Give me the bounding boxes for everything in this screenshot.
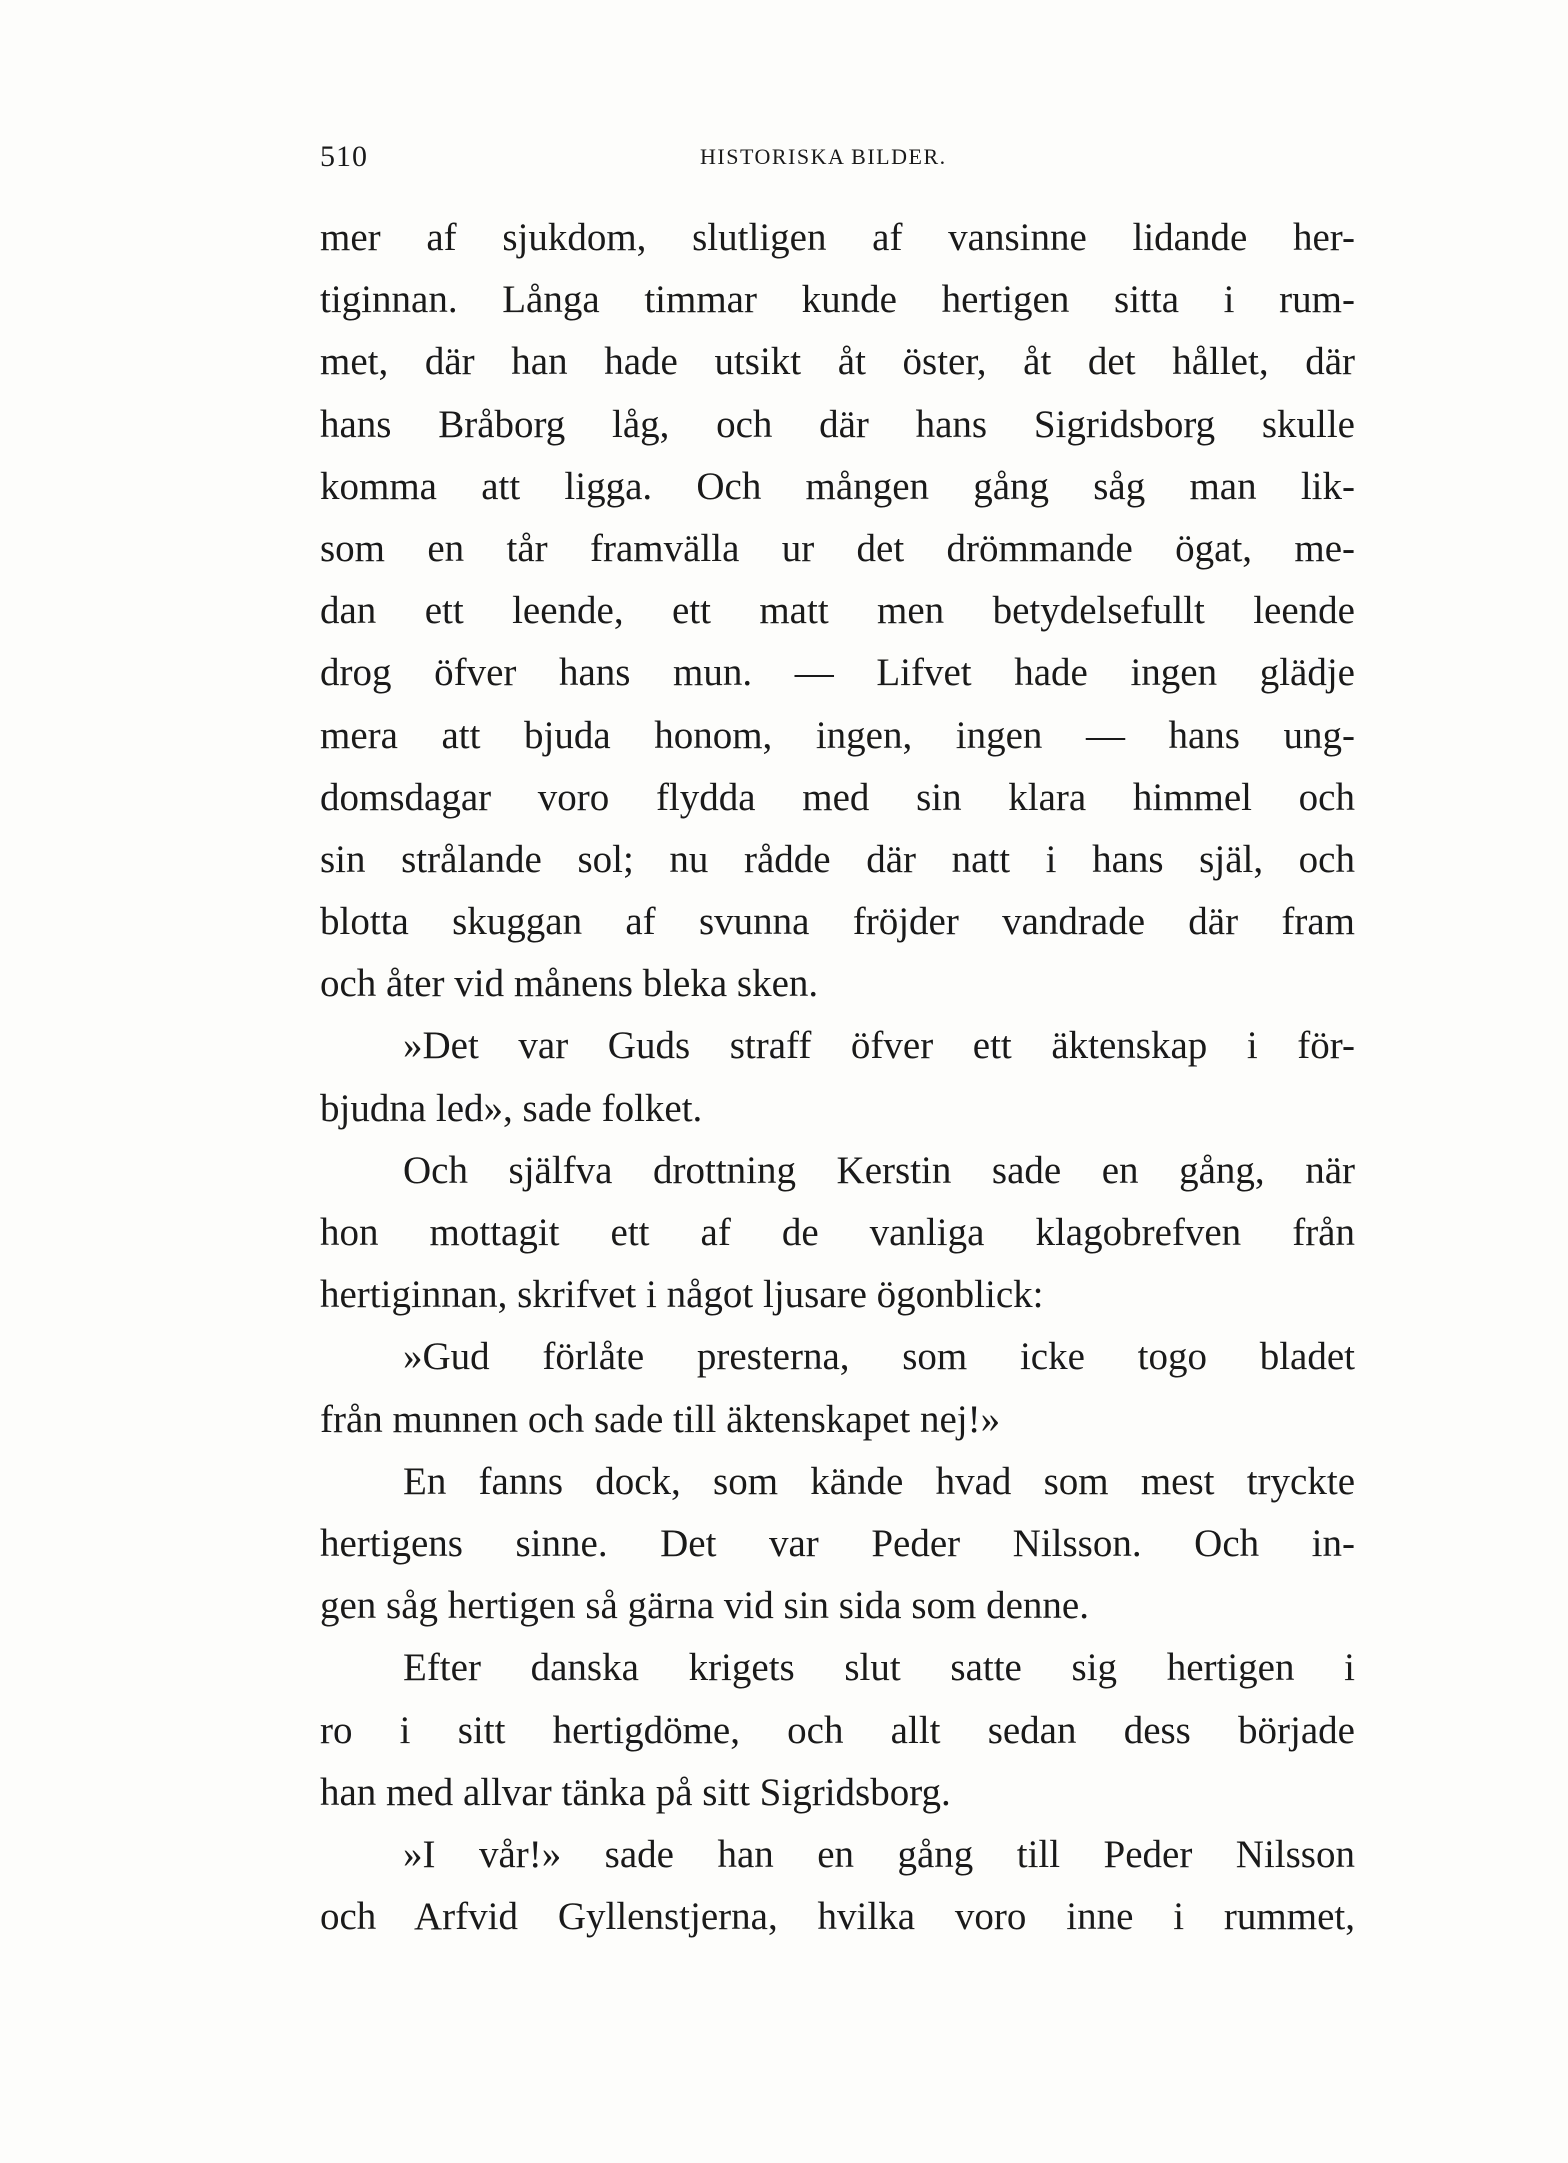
text-line: Efter danska krigets slut satte sig hertigen i <box>403 1646 1355 1690</box>
text-line: från munnen och sade till äktenskapet nej!» <box>320 1397 1001 1441</box>
text-line: hans Bråborg låg, och där hans Sigridsborg skulle <box>320 402 1355 446</box>
text-line: domsdagar voro flydda med sin klara himmel och <box>320 775 1355 819</box>
text-line: ro i sitt hertigdöme, och allt sedan dess började <box>320 1708 1355 1752</box>
running-title: HISTORISKA BILDER. <box>700 144 947 169</box>
text-line: »Gud förlåte presterna, som icke togo bladet <box>403 1335 1355 1379</box>
text-line: mera att bjuda honom, ingen, ingen — hans ung- <box>320 713 1355 757</box>
text-line: hertigens sinne. Det var Peder Nilsson. Och in- <box>320 1521 1355 1565</box>
text-line: och åter vid månens bleka sken. <box>320 962 819 1006</box>
text-line: gen såg hertigen så gärna vid sin sida som denne. <box>320 1584 1089 1628</box>
text-line: Och själfva drottning Kerstin sade en gång, när <box>403 1148 1355 1192</box>
text-line: sin strålande sol; nu rådde där natt i hans själ, och <box>320 837 1355 881</box>
text-line: dan ett leende, ett matt men betydelsefullt leende <box>320 589 1355 633</box>
text-line: blotta skuggan af svunna fröjder vandrade där fram <box>320 900 1355 944</box>
text-line: som en tår framvälla ur det drömmande ögat, me- <box>320 526 1355 570</box>
text-line: hertiginnan, skrifvet i något ljusare ögonblick: <box>320 1273 1044 1317</box>
page-number: 510 <box>320 140 368 173</box>
running-head <box>320 140 1350 180</box>
text-line: »I vår!» sade han en gång till Peder Nilsson <box>403 1832 1355 1876</box>
text-line: hon mottagit ett af de vanliga klagobrefven från <box>320 1211 1355 1254</box>
text-line: han med allvar tänka på sitt Sigridsborg. <box>320 1770 951 1814</box>
text-line: komma att ligga. Och mången gång såg man lik- <box>320 464 1355 508</box>
text-line: mer af sjukdom, slutligen af vansinne lidande her- <box>320 216 1355 259</box>
text-line: En fanns dock, som kände hvad som mest tryckte <box>403 1459 1355 1503</box>
text-line: tiginnan. Långa timmar kunde hertigen sitta i rum- <box>320 278 1355 322</box>
text-line: bjudna led», sade folket. <box>320 1086 703 1130</box>
text-line: met, där han hade utsikt åt öster, åt det hållet, där <box>320 340 1355 384</box>
body-text <box>320 207 1355 1948</box>
text-line: »Det var Guds straff öfver ett äktenskap i för- <box>403 1024 1355 1068</box>
text-line: drog öfver hans mun. — Lifvet hade ingen glädje <box>320 651 1355 695</box>
text-line: och Arfvid Gyllenstjerna, hvilka voro inne i rummet, <box>320 1895 1355 1939</box>
